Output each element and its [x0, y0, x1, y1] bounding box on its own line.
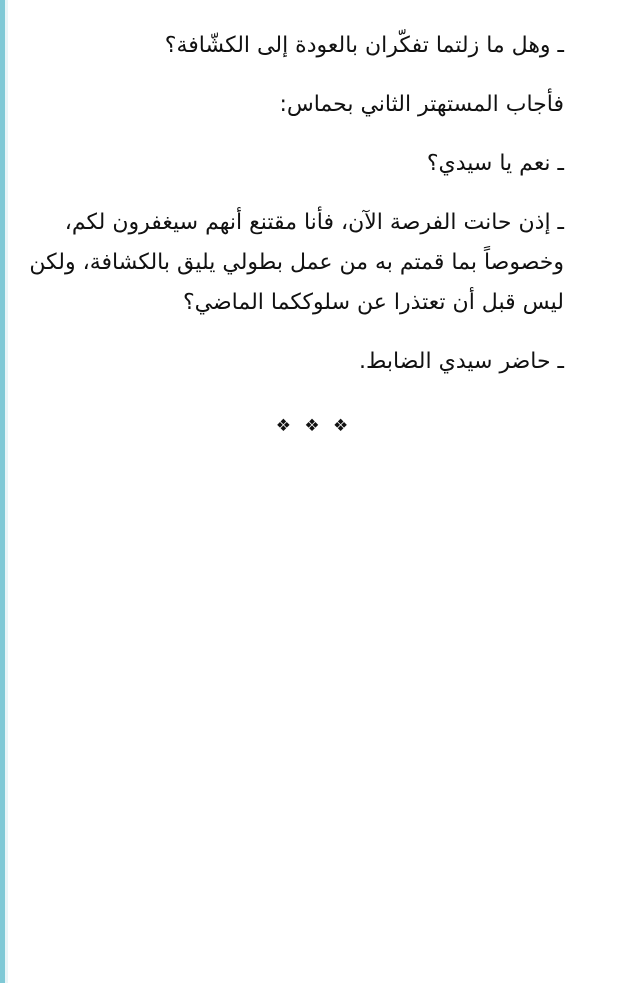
paragraph-3 [24, 144, 564, 184]
text-line: ـ وهل ما زلتما تفكّران بالعودة إلى الكشّافة؟ [164, 33, 564, 58]
paragraph-2 [24, 85, 564, 125]
text-line: فأجاب المستهتر الثاني بحماس: [279, 92, 564, 117]
text-line: ـ نعم يا سيدي؟ [426, 151, 564, 176]
text-line: ـ إذن حانت الفرصة الآن، فأنا مقتنع أنهم سيغفرون لكم، [64, 210, 564, 235]
section-divider-ornament: ❖ ❖ ❖ [275, 416, 353, 436]
page-edge-shadow [5, 0, 8, 983]
text-line: ـ حاضر سيدي الضابط. [359, 349, 564, 374]
text-line: وخصوصاً بما قمتم به من عمل بطولي يليق بالكشافة، ولكن [29, 250, 564, 275]
body-text [24, 26, 564, 401]
paragraph-4 [24, 203, 564, 323]
text-line: ليس قبل أن تعتذرا عن سلوككما الماضي؟ [182, 290, 564, 315]
paragraph-5 [24, 342, 564, 382]
paragraph-1 [24, 26, 564, 66]
